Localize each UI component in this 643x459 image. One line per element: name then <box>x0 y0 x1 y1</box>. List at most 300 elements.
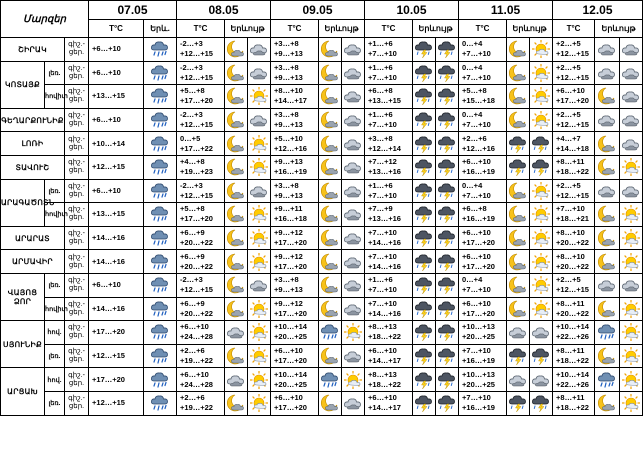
storm-icon <box>413 203 436 227</box>
temperature-cell <box>365 85 413 109</box>
temperature-cell <box>553 250 595 274</box>
night-temp: +10…+13 <box>462 369 495 379</box>
sun-icon <box>530 61 553 85</box>
storm-icon <box>436 273 459 297</box>
temperature-cell <box>553 155 595 179</box>
moon-icon <box>595 226 620 250</box>
night-temp: +8…+11 <box>556 393 585 403</box>
storm-icon <box>413 155 436 179</box>
sub-area-label: հովիտ <box>45 297 65 321</box>
temperature-cell <box>89 344 144 368</box>
moon-icon <box>319 132 342 156</box>
day-temp: +13…+15 <box>92 209 125 219</box>
day-temp: +12…+15 <box>180 190 213 200</box>
cloud-icon <box>342 179 365 203</box>
night-temp: +2…+5 <box>556 110 581 120</box>
temperature-cell <box>459 368 507 392</box>
temperature-cell <box>459 155 507 179</box>
moon-icon <box>595 297 620 321</box>
temperature-cell <box>365 273 413 297</box>
night-temp: +10…+14 <box>274 369 307 379</box>
region-name: ՍՅՈՒՆԻՔ <box>1 321 45 368</box>
sub-area-label: լեռ. <box>45 391 65 415</box>
night-temp: +4…+7 <box>556 133 581 143</box>
night-temp: +8…+13 <box>368 322 397 332</box>
night-temp: +5…+8 <box>180 86 205 96</box>
moon-icon <box>595 85 620 109</box>
table-row <box>1 368 643 392</box>
rain-icon <box>144 368 177 392</box>
night-temp: +9…+11 <box>274 204 303 214</box>
sun-icon <box>620 368 643 392</box>
night-temp: +6…+10 <box>462 298 491 308</box>
cloud-icon <box>248 108 271 132</box>
rain-icon <box>144 297 177 321</box>
cloud-icon <box>342 226 365 250</box>
rain-icon <box>144 226 177 250</box>
sub-area-label: հովիտ <box>45 203 65 227</box>
day-temp: +16…+18 <box>274 214 307 224</box>
table-row <box>1 155 643 179</box>
day-temp: +13…+15 <box>92 91 125 101</box>
temperature-cell <box>271 250 319 274</box>
storm-icon <box>413 297 436 321</box>
storm-icon <box>436 203 459 227</box>
moon-icon <box>225 297 248 321</box>
rain-icon <box>144 321 177 345</box>
region-name: ԿՈՏԱՅՔ <box>1 61 45 108</box>
sun-icon <box>530 203 553 227</box>
night-temp: +8…+10 <box>556 251 585 261</box>
temperature-cell <box>553 368 595 392</box>
period-label: գիշ.-ցեր. <box>65 368 89 392</box>
moon-icon <box>595 132 620 156</box>
date-header: 07.05 <box>89 1 177 20</box>
cloud-icon <box>595 179 620 203</box>
temperature-cell <box>177 391 225 415</box>
cloud-icon <box>620 273 643 297</box>
night-temp: +8…+11 <box>556 157 585 167</box>
region-name: ԱՐԱՐԱՏ <box>1 226 65 250</box>
day-temp: +12…+16 <box>462 143 495 153</box>
temperature-cell <box>365 61 413 85</box>
storm-icon <box>436 179 459 203</box>
day-temp: +17…+20 <box>92 327 125 337</box>
temperature-cell <box>177 297 225 321</box>
storm-icon <box>436 344 459 368</box>
day-temp: +17…+20 <box>556 96 589 106</box>
day-temp: +9…+13 <box>274 285 303 295</box>
day-temp: +20…+25 <box>462 332 495 342</box>
storm-icon <box>413 132 436 156</box>
day-temp: +12…+15 <box>92 351 125 361</box>
temp-header: T°C <box>89 20 144 38</box>
storm-icon <box>436 321 459 345</box>
period-label: գիշ.-ցեր. <box>65 226 89 250</box>
sun-icon <box>620 226 643 250</box>
temperature-cell <box>271 203 319 227</box>
date-header: 09.05 <box>271 1 365 20</box>
moon-icon <box>319 179 342 203</box>
day-temp: +6…+10 <box>92 115 121 125</box>
moon-icon <box>319 108 342 132</box>
moon-icon <box>225 273 248 297</box>
day-temp: +12…+15 <box>180 120 213 130</box>
phenomenon-header: Երևույթ <box>595 20 643 38</box>
day-temp: +20…+22 <box>556 261 589 271</box>
cloud-icon <box>342 132 365 156</box>
temperature-cell <box>553 108 595 132</box>
rain-icon <box>144 38 177 62</box>
day-temp: +20…+22 <box>180 238 213 248</box>
temperature-cell <box>459 273 507 297</box>
temperature-cell <box>177 250 225 274</box>
day-temp: +17…+20 <box>92 374 125 384</box>
moon-icon <box>319 203 342 227</box>
moon-icon <box>507 108 530 132</box>
temperature-cell <box>553 391 595 415</box>
day-temp: +19…+22 <box>180 356 213 366</box>
night-temp: +2…+5 <box>556 180 581 190</box>
night-temp: +6…+10 <box>462 251 491 261</box>
day-temp: +18…+22 <box>368 332 401 342</box>
rain-icon <box>144 391 177 415</box>
sub-area-label: հով. <box>45 321 65 345</box>
temperature-cell <box>459 391 507 415</box>
moon-icon <box>225 179 248 203</box>
rain-icon <box>144 203 177 227</box>
temperature-cell <box>553 38 595 62</box>
day-temp: +12…+15 <box>556 190 589 200</box>
night-temp: +7…+10 <box>556 204 585 214</box>
sun-icon <box>248 85 271 109</box>
storm-icon <box>436 38 459 62</box>
temperature-cell <box>271 297 319 321</box>
temperature-cell <box>271 344 319 368</box>
moon-icon <box>507 250 530 274</box>
temperature-cell <box>365 203 413 227</box>
moon-icon <box>225 344 248 368</box>
day-temp: +20…+22 <box>180 308 213 318</box>
night-temp: +8…+11 <box>556 298 585 308</box>
temperature-cell <box>365 368 413 392</box>
period-label: գիշ.-ցեր. <box>65 132 89 156</box>
temperature-cell <box>553 179 595 203</box>
temperature-cell <box>365 108 413 132</box>
sun-icon <box>530 85 553 109</box>
moon-icon <box>507 179 530 203</box>
day-temp: +9…+13 <box>274 120 303 130</box>
storm-icon <box>530 344 553 368</box>
temperature-cell <box>89 61 144 85</box>
temperature-cell <box>89 368 144 392</box>
day-temp: +10…+14 <box>92 138 125 148</box>
storm-icon <box>413 250 436 274</box>
temperature-cell <box>89 132 144 156</box>
table-row <box>1 85 643 109</box>
cloud-icon <box>342 297 365 321</box>
storm-icon <box>436 155 459 179</box>
temperature-cell <box>89 108 144 132</box>
storm-icon <box>436 132 459 156</box>
region-name: ՎԱՅՈՑ ՁՈՐ <box>1 273 45 320</box>
temperature-cell <box>271 273 319 297</box>
regions-header: Մարզեր <box>1 1 89 38</box>
sun-icon <box>248 297 271 321</box>
night-temp: +1…+6 <box>368 62 393 72</box>
temperature-cell <box>177 344 225 368</box>
storm-icon <box>436 61 459 85</box>
night-temp: +2…+5 <box>556 275 581 285</box>
storm-icon <box>413 108 436 132</box>
temperature-cell <box>271 391 319 415</box>
cloud-icon <box>342 108 365 132</box>
moon-icon <box>319 85 342 109</box>
moon-icon <box>507 226 530 250</box>
night-temp: +6…+10 <box>180 369 209 379</box>
table-row <box>1 321 643 345</box>
moon-icon <box>319 38 342 62</box>
night-temp: 0…+4 <box>462 180 483 190</box>
day-temp: +14…+16 <box>368 308 401 318</box>
sun-icon <box>248 344 271 368</box>
day-temp: +17…+20 <box>180 214 213 224</box>
day-temp: +6…+10 <box>92 67 121 77</box>
region-name: ՇԻՐԱԿ <box>1 38 65 62</box>
temperature-cell <box>365 344 413 368</box>
night-temp: 0…+5 <box>180 133 201 143</box>
period-label: գիշ.-ցեր. <box>65 273 89 297</box>
temperature-cell <box>365 132 413 156</box>
rain-icon <box>144 179 177 203</box>
temperature-cell <box>271 85 319 109</box>
moon-icon <box>319 155 342 179</box>
day-temp: +14…+16 <box>368 261 401 271</box>
day-temp: +6…+10 <box>92 280 121 290</box>
day-temp: +17…+20 <box>274 238 307 248</box>
night-temp: +3…+8 <box>368 133 393 143</box>
temperature-cell <box>459 226 507 250</box>
day-temp: +18…+22 <box>556 167 589 177</box>
night-temp: +1…+6 <box>368 110 393 120</box>
temperature-cell <box>459 297 507 321</box>
sun-icon <box>248 203 271 227</box>
sun-icon <box>530 226 553 250</box>
sun-icon <box>620 297 643 321</box>
night-temp: +7…+10 <box>462 346 491 356</box>
temperature-cell <box>459 203 507 227</box>
phenomenon-header: Երև. <box>144 20 177 38</box>
moon-icon <box>595 203 620 227</box>
period-label: գիշ.-ցեր. <box>65 61 89 85</box>
moon-icon <box>319 391 342 415</box>
day-temp: +17…+20 <box>274 261 307 271</box>
day-temp: +18…+22 <box>368 379 401 389</box>
sun-icon <box>620 344 643 368</box>
moon-icon <box>225 203 248 227</box>
sun-icon <box>248 391 271 415</box>
storm-icon <box>413 179 436 203</box>
temp-header: T°C <box>553 20 595 38</box>
day-temp: +12…+15 <box>556 72 589 82</box>
moon-icon <box>225 38 248 62</box>
temperature-cell <box>459 344 507 368</box>
day-temp: +12…+15 <box>556 120 589 130</box>
night-temp: +8…+10 <box>274 86 303 96</box>
temperature-cell <box>89 321 144 345</box>
sub-area-label: լեռ. <box>45 273 65 297</box>
sun-icon <box>248 250 271 274</box>
temp-header: T°C <box>177 20 225 38</box>
temperature-cell <box>271 61 319 85</box>
temp-header: T°C <box>459 20 507 38</box>
day-temp: +13…+16 <box>368 167 401 177</box>
moon-icon <box>507 273 530 297</box>
night-temp: -2…+3 <box>180 275 203 285</box>
phenomenon-header: Երևույթ <box>413 20 459 38</box>
temperature-cell <box>271 226 319 250</box>
rain-icon <box>144 108 177 132</box>
table-row <box>1 273 643 297</box>
day-temp: +19…+22 <box>180 403 213 413</box>
storm-icon <box>436 85 459 109</box>
day-temp: +24…+28 <box>180 332 213 342</box>
moon-icon <box>595 250 620 274</box>
cloud-icon <box>595 61 620 85</box>
rain-icon <box>595 368 620 392</box>
temperature-cell <box>177 61 225 85</box>
night-temp: +9…+13 <box>274 157 303 167</box>
day-temp: +20…+25 <box>462 379 495 389</box>
night-temp: +6…+10 <box>180 322 209 332</box>
storm-icon <box>530 155 553 179</box>
moon-icon <box>225 61 248 85</box>
moon-icon <box>595 155 620 179</box>
sun-icon <box>248 321 271 345</box>
night-temp: +3…+8 <box>274 39 299 49</box>
day-temp: +22…+26 <box>556 379 589 389</box>
day-temp: +7…+10 <box>368 285 397 295</box>
night-temp: +7…+9 <box>368 204 393 214</box>
region-name: ԱՐՄԱՎԻՐ <box>1 250 65 274</box>
day-temp: +20…+25 <box>274 379 307 389</box>
temperature-cell <box>89 38 144 62</box>
night-temp: +10…+14 <box>556 369 589 379</box>
period-label: գիշ.-ցեր. <box>65 155 89 179</box>
storm-icon <box>413 391 436 415</box>
date-header: 12.05 <box>553 1 643 20</box>
moon-icon <box>319 344 342 368</box>
temperature-cell <box>89 250 144 274</box>
cloud-icon <box>595 273 620 297</box>
day-temp: +13…+16 <box>368 214 401 224</box>
day-temp: +14…+16 <box>368 238 401 248</box>
temperature-cell <box>89 85 144 109</box>
storm-icon <box>507 132 530 156</box>
day-temp: +12…+15 <box>556 285 589 295</box>
cloud-icon <box>595 108 620 132</box>
night-temp: +1…+6 <box>368 275 393 285</box>
day-temp: +12…+15 <box>180 49 213 59</box>
temperature-cell <box>365 391 413 415</box>
sun-icon <box>248 368 271 392</box>
day-temp: +9…+13 <box>274 49 303 59</box>
night-temp: +9…+12 <box>274 251 303 261</box>
cloud-icon <box>342 38 365 62</box>
temperature-cell <box>459 85 507 109</box>
table-row <box>1 61 643 85</box>
moon-icon <box>319 273 342 297</box>
period-label: գիշ.-ցեր. <box>65 250 89 274</box>
date-header: 10.05 <box>365 1 459 20</box>
temperature-cell <box>177 273 225 297</box>
temperature-cell <box>459 321 507 345</box>
day-temp: +22…+26 <box>556 332 589 342</box>
rain-icon <box>144 344 177 368</box>
night-temp: 0…+4 <box>462 39 483 49</box>
moon-icon <box>319 250 342 274</box>
night-temp: +6…+9 <box>180 228 205 238</box>
region-name: ԳԵՂԱՐՔՈՒՆԻՔ <box>1 108 65 132</box>
storm-icon <box>413 61 436 85</box>
temperature-cell <box>365 38 413 62</box>
period-label: գիշ.-ցեր. <box>65 321 89 345</box>
night-temp: 0…+4 <box>462 275 483 285</box>
storm-icon <box>530 132 553 156</box>
sun-icon <box>248 226 271 250</box>
sun-icon <box>620 321 643 345</box>
region-name: ԼՈՌԻ <box>1 132 65 156</box>
period-label: գիշ.-ցեր. <box>65 344 89 368</box>
day-temp: +14…+17 <box>368 403 401 413</box>
storm-icon <box>413 344 436 368</box>
temperature-cell <box>271 108 319 132</box>
temperature-cell <box>177 179 225 203</box>
day-temp: +17…+20 <box>462 308 495 318</box>
night-temp: +2…+5 <box>556 62 581 72</box>
day-temp: +24…+28 <box>180 379 213 389</box>
period-label: գիշ.-ցեր. <box>65 391 89 415</box>
day-temp: +20…+22 <box>556 308 589 318</box>
temperature-cell <box>365 155 413 179</box>
night-temp: +6…+10 <box>368 346 397 356</box>
temperature-cell <box>553 61 595 85</box>
night-temp: +6…+10 <box>556 86 585 96</box>
rain-icon <box>595 321 620 345</box>
night-temp: +10…+13 <box>462 322 495 332</box>
table-row <box>1 226 643 250</box>
night-temp: +4…+8 <box>180 157 205 167</box>
storm-icon <box>436 368 459 392</box>
moon-icon <box>319 297 342 321</box>
night-temp: +3…+8 <box>274 110 299 120</box>
night-temp: +10…+14 <box>274 322 307 332</box>
storm-icon <box>413 226 436 250</box>
temperature-cell <box>89 273 144 297</box>
day-temp: +14…+16 <box>92 256 125 266</box>
storm-icon <box>413 368 436 392</box>
rain-icon <box>144 61 177 85</box>
day-temp: +13…+15 <box>368 96 401 106</box>
temperature-cell <box>271 321 319 345</box>
day-temp: +12…+15 <box>556 49 589 59</box>
cloud-icon <box>620 108 643 132</box>
night-temp: -2…+3 <box>180 110 203 120</box>
sun-icon <box>620 155 643 179</box>
day-temp: +12…+16 <box>274 143 307 153</box>
day-temp: +16…+19 <box>274 167 307 177</box>
night-temp: -2…+3 <box>180 39 203 49</box>
